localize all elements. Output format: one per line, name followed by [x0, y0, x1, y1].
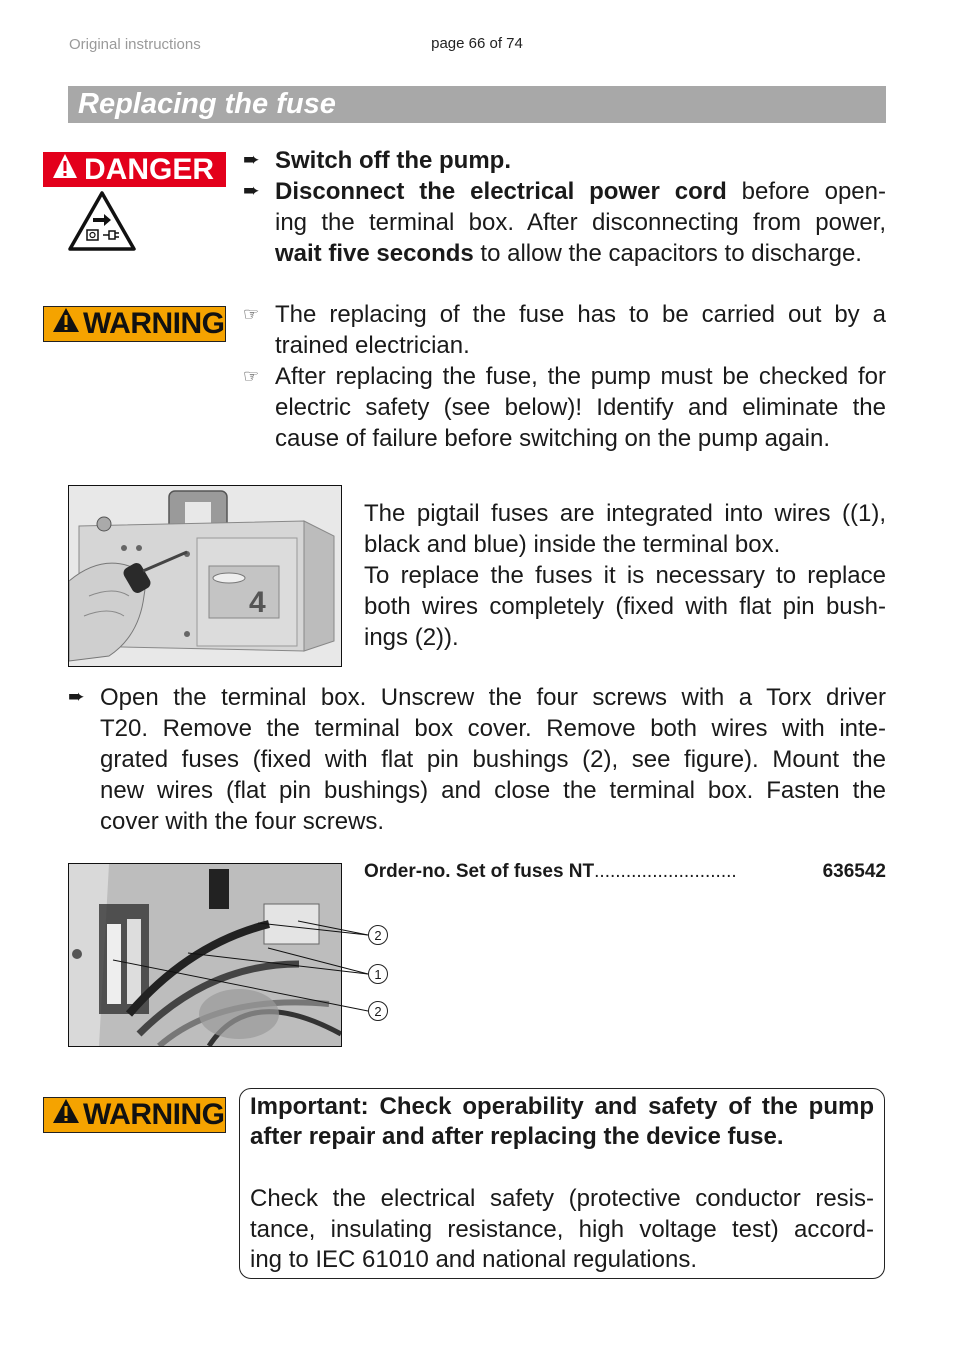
important-heading-line-2: after repair and after replacing the device fuse. — [250, 1123, 784, 1150]
callout-1: 1 — [368, 964, 388, 984]
warning-note-2 — [243, 361, 886, 454]
fuse-description-line-1: The pigtail fuses are integrated into wires ((1), — [364, 500, 886, 527]
pointing-hand-icon: ☞ — [243, 304, 260, 324]
warning-triangle-icon — [52, 307, 80, 341]
callout-2-upper: 2 — [368, 925, 388, 945]
danger-label — [43, 152, 226, 187]
fuse-description-line-4: both wires completely (fixed with flat pin bush- — [364, 593, 886, 620]
header-document-type: Original instructions — [69, 36, 201, 53]
warning-note-2-line-1: After replacing the fuse, the pump must be checked for — [275, 363, 886, 390]
warning-note-1 — [243, 299, 886, 361]
instruction-line-2: T20. Remove the terminal box cover. Remove both wires with inte- — [100, 715, 886, 742]
danger-step-2 — [243, 176, 886, 269]
fuse-description-line-2: black and blue) inside the terminal box. — [364, 531, 781, 558]
important-body-line-2: tance, insulating resistance, high voltage test) accord- — [250, 1216, 874, 1243]
fuse-description-line-5: ings (2)). — [364, 624, 459, 651]
instruction-line-4: new wires (flat pin bushings) and close the terminal box. Fasten the — [100, 777, 886, 804]
section-title: Replacing the fuse — [78, 88, 336, 120]
important-body-line-3: ing to IEC 61010 and national regulations. — [250, 1246, 697, 1273]
danger-step-2-line-1: Disconnect the electrical power cord before open- — [275, 178, 886, 205]
warning-label-text: WARNING — [83, 1098, 225, 1131]
warning-note-2-line-3: cause of failure before switching on the pump again. — [275, 425, 831, 452]
instruction-step — [68, 682, 886, 837]
warning-note-2-line-2: electric safety (see below)! Identify and eliminate the — [275, 394, 886, 421]
warning-label-text: WARNING — [83, 307, 225, 340]
arrow-right-icon: ➨ — [243, 180, 260, 202]
danger-step-2-line-2: ing the terminal box. After disconnecting from power, — [275, 209, 886, 236]
important-heading-line-1: Important: Check operability and safety of the pump — [250, 1093, 874, 1120]
pump-label-number: 4 — [249, 586, 266, 619]
arrow-right-icon: ➨ — [243, 149, 260, 171]
warning-label — [43, 1097, 226, 1133]
danger-step-2-line-3: wait five seconds to allow the capacitors to discharge. — [275, 240, 862, 267]
warning-triangle-icon — [52, 153, 78, 187]
important-body-line-1: Check the electrical safety (protective conductor resis- — [250, 1185, 874, 1212]
order-dots: ........................... — [594, 861, 737, 882]
page-number: page 66 of 74 — [431, 35, 523, 52]
danger-label-text: DANGER — [84, 152, 215, 186]
callout-leader-lines — [68, 863, 388, 1045]
section-title-bar — [68, 86, 886, 123]
warning-note-1-line-1: The replacing of the fuse has to be carried out by a — [275, 301, 886, 328]
order-number: 636542 — [822, 861, 886, 882]
callout-2-lower: 2 — [368, 1001, 388, 1021]
instruction-line-3: grated fuses (fixed with flat pin bushings (2), see figure). Mount the — [100, 746, 886, 773]
danger-step-1 — [243, 145, 886, 176]
instruction-line-5: cover with the four screws. — [100, 808, 385, 835]
order-number-line — [364, 861, 886, 883]
fuse-description-line-3: To replace the fuses it is necessary to replace — [364, 562, 886, 589]
warning-label — [43, 306, 226, 342]
important-notice-box — [239, 1088, 885, 1279]
fuse-description — [364, 498, 886, 653]
disconnect-power-icon — [67, 190, 137, 252]
warning-triangle-icon — [52, 1098, 80, 1132]
arrow-right-icon: ➨ — [68, 686, 85, 708]
warning-note-1-line-2: trained electrician. — [275, 332, 470, 359]
instruction-line-1: Open the terminal box. Unscrew the four screws with a Torx driver — [100, 684, 886, 711]
pointing-hand-icon: ☞ — [243, 366, 260, 386]
order-label: Order-no. Set of fuses NT — [364, 861, 595, 882]
danger-step-1-text: Switch off the pump. — [275, 147, 511, 174]
pump-terminal-box-photo — [68, 485, 342, 667]
